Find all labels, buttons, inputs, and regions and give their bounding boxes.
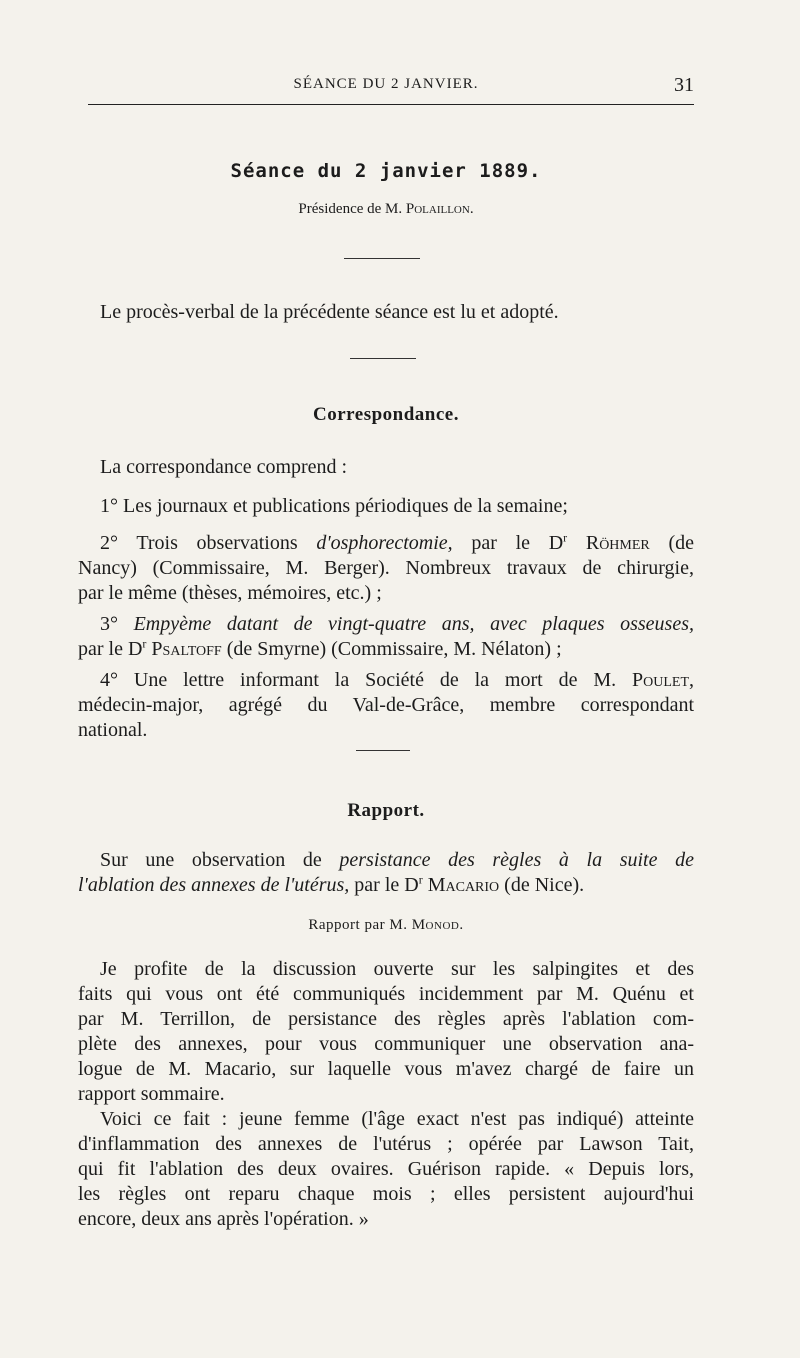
item-superscript: r — [142, 637, 147, 651]
item-superscript: r — [563, 531, 568, 545]
item-italic: d'osphorectomie, — [316, 532, 453, 554]
observation-italic: l'ablation des annexes de l'utérus, — [78, 874, 350, 896]
item-line — [78, 637, 694, 662]
rapport-paragraph-2 — [78, 1107, 694, 1232]
paragraph-line: rapport sommaire. — [78, 1083, 225, 1105]
correspondance-item-1 — [78, 494, 694, 519]
correspondance-item-2 — [78, 531, 694, 606]
session-title: Séance du 2 janvier 1889. — [230, 160, 542, 182]
rapport-paragraph-1 — [78, 957, 694, 1107]
correspondance-heading: Correspondance. — [313, 404, 459, 425]
item-line: Nancy) (Commissaire, M. Berger). Nombreux travaux de chirurgie, — [78, 557, 694, 579]
observation-superscript: r — [418, 873, 423, 887]
item-line: national. — [78, 719, 148, 741]
item-line: par le même (thèses, mémoires, etc.) ; — [78, 582, 382, 604]
paragraph-line: d'inflammation des annexes de l'utérus ; opérée par Lawson Tait, — [78, 1133, 694, 1155]
correspondance-item-3 — [78, 612, 694, 662]
paragraph-line: qui fit l'ablation des deux ovaires. Guérison rapide. « Depuis lors, — [78, 1158, 694, 1180]
item-italic: Empyème datant de vingt-quatre ans, avec plaques osseuses, — [133, 613, 694, 635]
header-rule — [88, 104, 694, 105]
item-line — [78, 531, 694, 556]
author-name: Macario — [422, 874, 500, 896]
observation-italic: persistance des règles à la suite de — [339, 849, 694, 871]
correspondance-item-4 — [78, 668, 694, 743]
paragraph-line: par M. Terrillon, de persistance des règles après l'ablation com- — [78, 1008, 694, 1030]
item-text: par le D — [452, 532, 564, 554]
item-text: 2° Trois observations — [100, 532, 317, 554]
running-head-title: SÉANCE DU 2 JANVIER. — [293, 76, 479, 92]
divider-rule — [350, 358, 416, 359]
item-text: par le D — [78, 638, 143, 660]
item-line — [78, 668, 694, 693]
paragraph-line: Je profite de la discussion ouverte sur les salpingites et des — [100, 958, 694, 980]
divider-rule — [344, 258, 420, 259]
paragraph-line: les règles ont reparu chaque mois ; elles persistent aujourd'hui — [78, 1183, 694, 1205]
rapporteur-name: Monod. — [411, 917, 464, 933]
observation-line — [78, 848, 694, 873]
item-line: 1° Les journaux et publications périodiques de la semaine; — [100, 495, 568, 517]
paragraph-line: faits qui vous ont été communiqués incidemment par M. Quénu et — [78, 983, 694, 1005]
observation-text: par le D — [349, 874, 419, 896]
rapport-by-line — [78, 917, 694, 934]
presidence-line — [78, 201, 694, 218]
president-name: Polaillon. — [405, 201, 474, 217]
author-name: Psaltoff — [146, 638, 222, 660]
minutes-line: Le procès-verbal de la précédente séance est lu et adopté. — [100, 301, 559, 323]
paragraph-line: Voici ce fait : jeune femme (l'âge exact n'est pas indiqué) atteinte — [100, 1108, 694, 1130]
page-number: 31 — [674, 74, 694, 96]
correspondance-intro — [78, 455, 694, 480]
item-text: 3° — [100, 613, 134, 635]
item-line: médecin-major, agrégé du Val-de-Grâce, membre correspondant — [78, 694, 694, 716]
rapport-heading: Rapport. — [347, 800, 425, 821]
item-text: (de Smyrne) (Commissaire, M. Nélaton) ; — [221, 638, 562, 660]
item-line — [78, 612, 694, 637]
minutes-paragraph — [78, 300, 694, 325]
running-head — [78, 74, 694, 98]
rapport-by-prefix: Rapport par M. — [308, 917, 412, 933]
author-name: Röhmer — [567, 532, 650, 554]
paragraph-line: plète des annexes, pour vous communiquer une observation ana- — [78, 1033, 694, 1055]
observation-text: (de Nice). — [499, 874, 585, 896]
item-text: 4° Une lettre informant la Société de la mort de M. — [100, 669, 632, 691]
author-name: Poulet, — [632, 669, 694, 691]
observation-text: Sur une observation de — [100, 849, 340, 871]
intro-line: La correspondance comprend : — [100, 456, 348, 478]
rapport-observation-title — [78, 848, 694, 898]
divider-rule — [356, 750, 410, 751]
presidence-prefix: Présidence de M. — [298, 201, 406, 217]
observation-line — [78, 873, 694, 898]
paragraph-line: encore, deux ans après l'opération. » — [78, 1208, 369, 1230]
item-text: (de — [649, 532, 694, 554]
paragraph-line: logue de M. Macario, sur laquelle vous m'avez chargé de faire un — [78, 1058, 694, 1080]
